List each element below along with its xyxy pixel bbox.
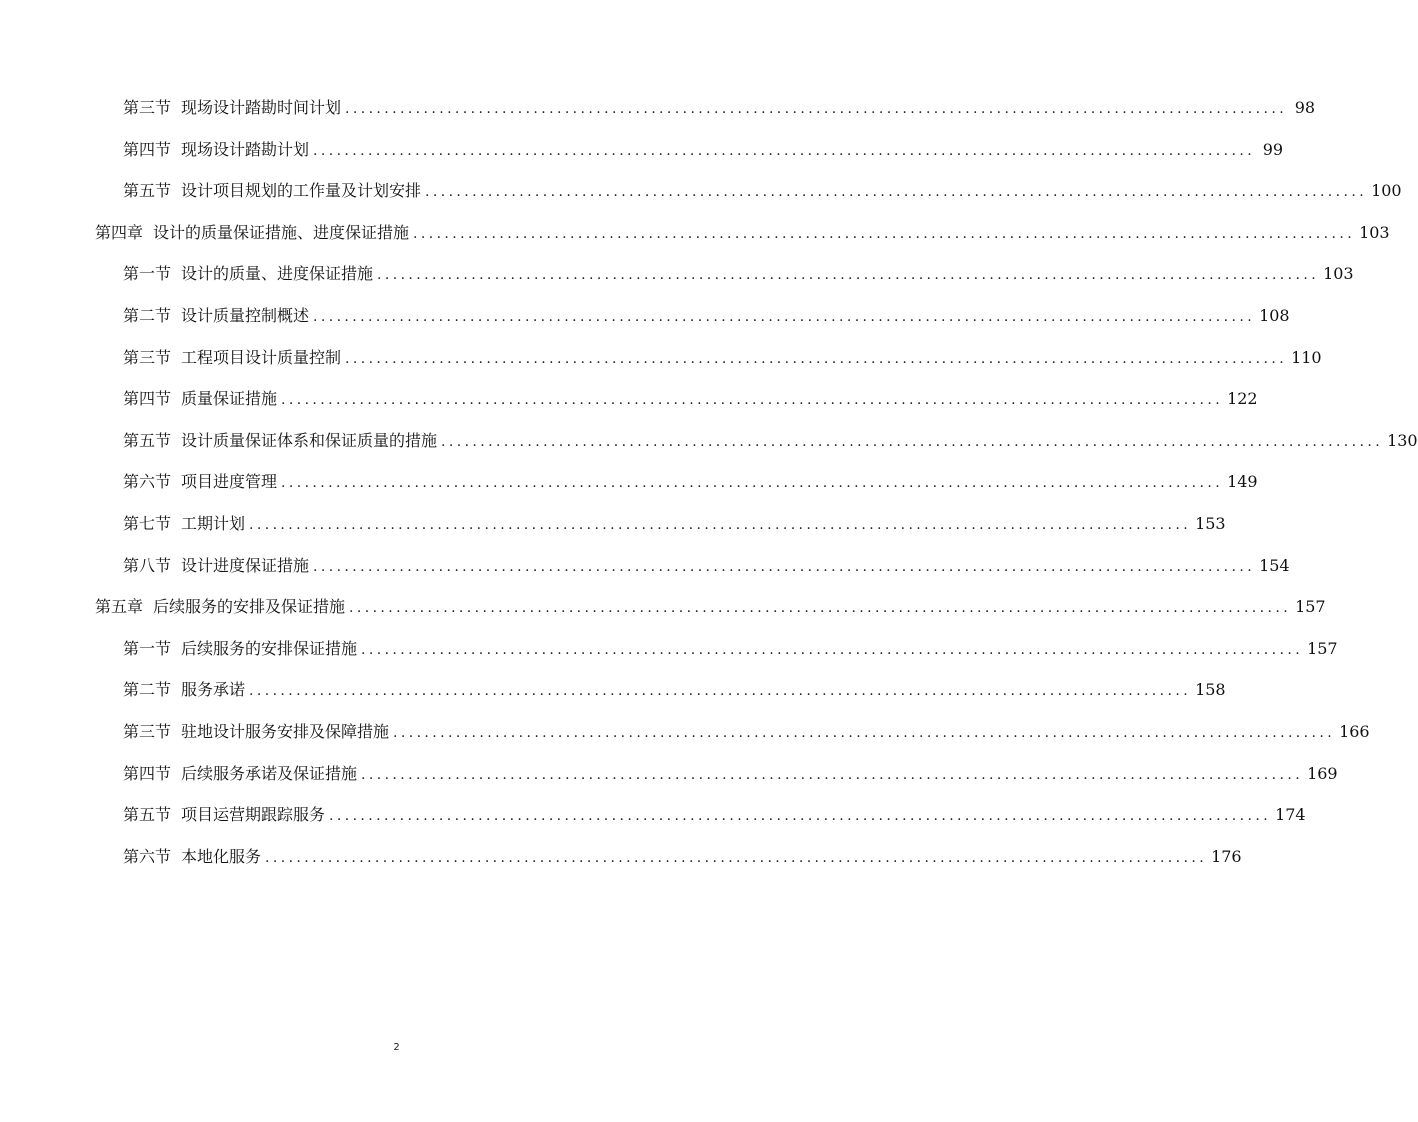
toc-entry-number: 第三节 [123,722,172,741]
toc-section-entry[interactable] [123,389,1258,409]
toc-entry-label [123,805,325,825]
toc-entry-title: 设计的质量保证措施、进度保证措施 [153,222,410,242]
toc-entry-number: 第六节 [123,472,172,492]
toc-entry-title: 工期计划 [181,514,246,533]
toc-entry-number: 第五节 [123,430,172,450]
toc-entry-number: 第四节 [123,139,172,159]
toc-section-entry[interactable] [123,555,1290,576]
toc-entry-label [123,847,261,867]
toc-section-entry[interactable] [123,98,1316,118]
toc-entry-page: 153 [1195,514,1226,533]
toc-entry-number: 第四节 [123,389,172,409]
toc-entry-title: 质量保证措施 [181,389,278,409]
toc-entry-page: 108 [1259,306,1290,325]
toc-entry-page: 103 [1359,222,1390,242]
toc-entry-number: 第三节 [123,347,172,367]
toc-entry-title: 后续服务的安排及保证措施 [153,597,346,617]
toc-section-entry[interactable] [123,722,1370,742]
toc-entry-page: 174 [1275,805,1306,825]
toc-entry-number: 第四章 [95,222,144,242]
page-number: 2 [393,1042,400,1053]
toc-leader-dots: ........................................................................................................................ [345,101,1288,117]
toc-leader-dots: ........................................................................................................................ [329,808,1272,825]
toc-entry-label [123,764,357,784]
toc-entry-page: 149 [1227,472,1258,492]
toc-section-entry[interactable] [123,514,1226,534]
toc-leader-dots: ........................................................................................................................ [377,267,1320,284]
toc-entry-number: 第四节 [123,763,172,783]
toc-entry-title: 现场设计踏勘计划 [181,139,310,159]
toc-leader-dots: ........................................................................................................................ [265,849,1208,866]
toc-entry-page: 154 [1259,555,1290,575]
toc-section-entry[interactable] [123,805,1306,825]
toc-leader-dots: ........................................................................................................................ [361,766,1304,783]
toc-entry-page: 98 [1294,98,1316,117]
toc-entry-label [123,556,309,576]
toc-leader-dots: ........................................................................................................................ [413,225,1356,242]
toc-section-entry[interactable] [123,347,1322,368]
toc-entry-title: 工程项目设计质量控制 [181,347,342,367]
toc-entry-title: 设计的质量、进度保证措施 [181,264,374,284]
toc-leader-dots: ........................................................................................................................ [313,558,1256,575]
toc-entry-number: 第五节 [123,805,172,825]
toc-leader-dots: ........................................................................................................................ [393,725,1336,741]
toc-entry-label [123,389,277,409]
toc-entry-title: 后续服务承诺及保证措施 [181,763,358,783]
toc-entry-label [123,181,421,201]
toc-entry-label [123,98,341,118]
toc-section-entry[interactable] [123,139,1284,160]
toc-entry-page: 157 [1307,638,1338,658]
toc-entry-title: 设计进度保证措施 [181,555,310,575]
toc-section-entry[interactable] [123,430,1418,451]
toc-entry-title: 现场设计踏勘时间计划 [181,98,342,117]
toc-entry-number: 第六节 [123,846,172,866]
toc-entry-page: 166 [1339,722,1370,741]
toc-entry-number: 第一节 [123,264,172,284]
toc-entry-page: 103 [1323,264,1354,284]
toc-entry-title: 后续服务的安排保证措施 [181,638,358,658]
toc-entry-title: 驻地设计服务安排及保障措施 [181,722,390,741]
toc-entry-label [123,680,245,700]
toc-entry-number: 第五节 [123,181,172,201]
toc-entry-number: 第二节 [123,306,172,325]
toc-section-entry[interactable] [123,472,1258,492]
toc-leader-dots: ........................................................................................................................ [441,433,1384,450]
toc-chapter-entry[interactable] [95,222,1390,243]
toc-section-entry[interactable] [123,264,1354,284]
toc-entry-page: 169 [1307,763,1338,783]
toc-entry-title: 项目运营期跟踪服务 [181,805,326,825]
toc-entry-title: 设计项目规划的工作量及计划安排 [181,181,422,201]
toc-chapter-entry[interactable] [95,597,1326,617]
toc-entry-number: 第一节 [123,638,172,658]
toc-entry-title: 本地化服务 [181,846,262,866]
toc-entry-label [123,472,277,492]
toc-leader-dots: ........................................................................................................................ [425,184,1368,201]
toc-entry-page: 122 [1227,389,1258,409]
toc-entry-number: 第七节 [123,514,172,533]
toc-entry-number: 第三节 [123,98,172,117]
toc-leader-dots: ........................................................................................................................ [249,517,1192,533]
toc-entry-label [123,639,357,659]
toc-leader-dots: ........................................................................................................................ [349,600,1292,617]
toc-leader-dots: ........................................................................................................................ [249,683,1192,700]
toc-leader-dots: ........................................................................................................................ [281,475,1224,492]
toc-section-entry[interactable] [123,763,1338,784]
toc-entry-label [123,348,341,368]
toc-entry-title: 设计质量保证体系和保证质量的措施 [181,430,438,450]
toc-entry-label [123,140,309,160]
toc-leader-dots: ........................................................................................................................ [345,350,1288,367]
toc-entry-label [123,264,373,284]
toc-entry-number: 第二节 [123,680,172,700]
toc-entry-title: 服务承诺 [181,680,246,700]
toc-entry-title: 设计质量控制概述 [181,306,310,325]
toc-entry-number: 第五章 [95,597,144,617]
toc-entry-page: 130 [1387,430,1418,450]
toc-leader-dots: ........................................................................................................................ [313,309,1256,325]
toc-entry-page: 99 [1262,139,1284,159]
toc-entry-label [123,431,437,451]
toc-entry-label [95,223,409,243]
toc-entry-label [95,597,345,617]
toc-leader-dots: ........................................................................................................................ [281,392,1224,409]
toc-entry-label [123,514,245,534]
toc-entry-page: 100 [1371,181,1402,201]
toc-entry-number: 第八节 [123,555,172,575]
toc-entry-title: 项目进度管理 [181,472,278,492]
toc-section-entry[interactable] [123,306,1290,326]
toc-section-entry[interactable] [123,680,1226,700]
toc-entry-label [123,306,309,326]
toc-entry-page: 157 [1295,597,1326,617]
toc-entry-page: 158 [1195,680,1226,700]
toc-entry-label [123,722,389,742]
toc-section-entry[interactable] [123,181,1402,201]
toc-leader-dots: ........................................................................................................................ [313,142,1256,159]
toc-section-entry[interactable] [123,846,1242,867]
toc-leader-dots: ........................................................................................................................ [361,641,1304,658]
toc-entry-page: 176 [1211,846,1242,866]
toc-section-entry[interactable] [123,638,1338,659]
toc-entry-page: 110 [1291,347,1322,367]
